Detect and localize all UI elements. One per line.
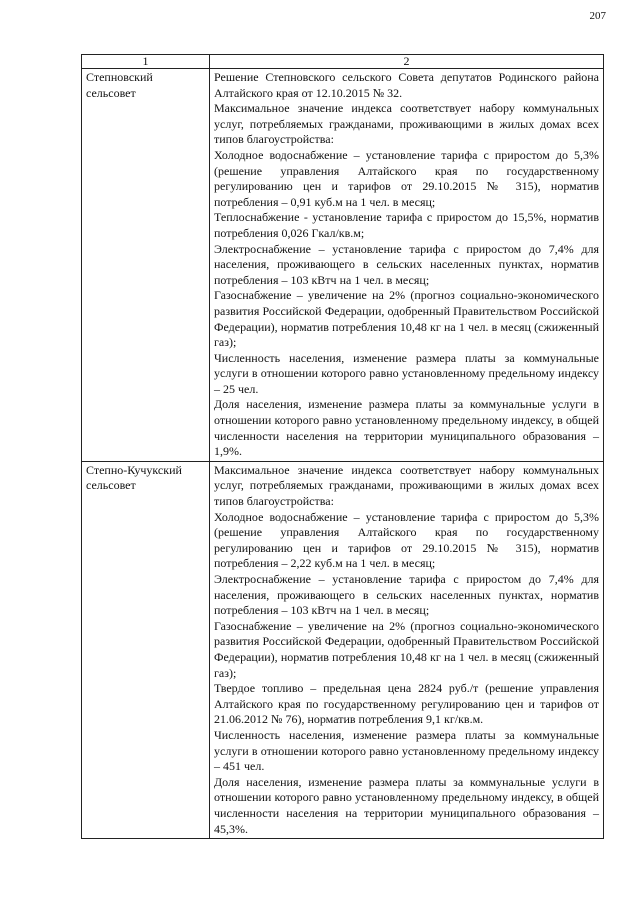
paragraph: Численность населения, изменение размера платы за коммунальные услуги в отношении которого равно установленному предельному индексу – 451 чел. [214,727,599,774]
paragraph: Газоснабжение – увеличение на 2% (прогноз социально-экономического развития Российской Федерации, одобренный Правительством Российской Федерации), норматив потребления 10,48 кг на 1 чел. в месяц (сжиженный газ); [214,618,599,680]
paragraph: Холодное водоснабжение – установление тарифа с приростом до 5,3% (решение управления Алтайского края по государственному регулированию цен и тарифов от 29.10.2015 № 315), норматив потребления – 0,91 куб.м на 1 чел. в месяц; [214,147,599,209]
municipality-name: Степновский сельсовет [82,69,210,462]
paragraph: Максимальное значение индекса соответствует набору коммунальных услуг, потребляемых гражданами, проживающими в жилых домах всех типов благоустройства: [214,462,599,509]
paragraph: Доля населения, изменение размера платы за коммунальные услуги в отношении которого равно установленному предельному индексу, в общей численности населения на территории муниципального образования – 45,3%. [214,774,599,836]
municipality-name: Степно-Кучукский сельсовет [82,461,210,838]
paragraph: Электроснабжение – установление тарифа с приростом до 7,4% для населения, проживающего в сельских населенных пунктах, норматив потребления – 103 кВтч на 1 чел. в месяц; [214,572,599,618]
indices-table [81,54,604,839]
paragraph: Решение Степновского сельского Совета депутатов Родинского района Алтайского края от 12.10.2015 № 32. [214,70,599,100]
row-description [210,461,604,838]
table-row [82,461,604,838]
paragraph: Численность населения, изменение размера платы за коммунальные услуги в отношении которого равно установленному предельному индексу – 25 чел. [214,350,599,396]
page-number: 207 [589,10,606,22]
paragraph: Доля населения, изменение размера платы за коммунальные услуги в отношении которого равно установленному предельному индексу, в общей численности населения на территории муниципального образования – 1,9%. [214,397,599,459]
column-header-2: 2 [210,55,604,69]
paragraph: Твердое топливо – предельная цена 2824 руб./т (решение управления Алтайского края по государственному регулированию цен и тарифов от 21.06.2012 № 76), норматив потребления 9,1 кг/кв.м. [214,681,599,727]
paragraph: Холодное водоснабжение – установление тарифа с приростом до 5,3% (решение управления Алтайского края по государственному регулированию цен и тарифов от 29.10.2015 № 315), норматив потребления – 2,22 куб.м на 1 чел. в месяц; [214,509,599,571]
paragraph: Теплоснабжение - установление тарифа с приростом до 15,5%, норматив потребления 0,026 Гкал/кв.м; [214,210,599,240]
paragraph: Максимальное значение индекса соответствует набору коммунальных услуг, потребляемых гражданами, проживающими в жилых домах всех типов благоустройства: [214,101,599,147]
paragraph: Электроснабжение – установление тарифа с приростом до 7,4% для населения, проживающего в сельских населенных пунктах, норматив потребления – 103 кВтч на 1 чел. в месяц; [214,241,599,287]
table-header-row [82,55,604,69]
table-row [82,69,604,462]
column-header-1: 1 [82,55,210,69]
paragraph: Газоснабжение – увеличение на 2% (прогноз социально-экономического развития Российской Федерации, одобренный Правительством Российской Федерации), норматив потребления 10,48 кг на 1 чел. в месяц (сжиженный газ); [214,288,599,350]
row-description [210,69,604,462]
